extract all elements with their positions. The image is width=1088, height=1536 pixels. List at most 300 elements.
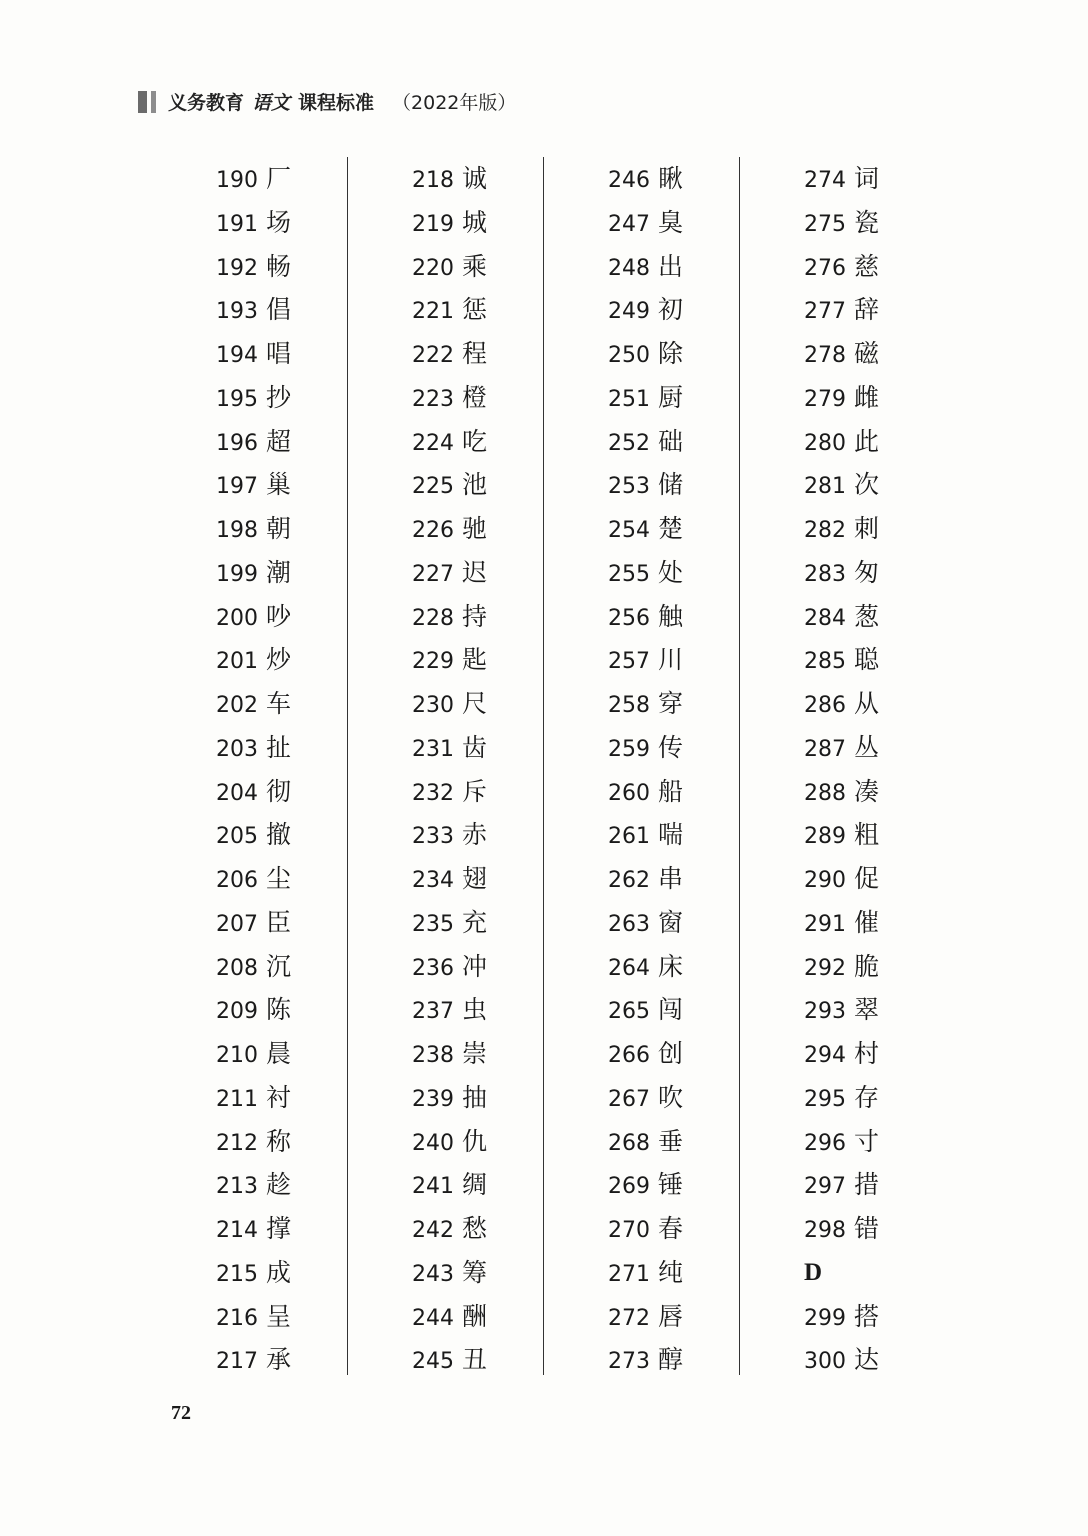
- character-entry: [348, 1120, 543, 1164]
- character-entry: [740, 1338, 935, 1382]
- character-entry: [152, 945, 347, 989]
- character-entry: [152, 1076, 347, 1120]
- character-entry: [348, 1032, 543, 1076]
- entry-character: 倡: [266, 295, 292, 325]
- entry-number: 202: [216, 693, 258, 718]
- character-column-2: [347, 157, 543, 1375]
- character-entry: [740, 901, 935, 945]
- entry-character: 楚: [658, 514, 684, 543]
- entry-number: 238: [412, 1043, 454, 1068]
- character-entry: [152, 332, 347, 376]
- character-entry: [152, 857, 347, 901]
- header-edition: （2022年版）: [392, 92, 517, 114]
- character-entry: [740, 1295, 935, 1339]
- entry-number: 229: [412, 649, 454, 675]
- entry-number: 213: [216, 1174, 258, 1200]
- entry-character: 尺: [462, 689, 488, 718]
- entry-number: 244: [412, 1305, 454, 1331]
- character-entry: [740, 857, 935, 901]
- entry-number: 211: [216, 1086, 258, 1112]
- entry-character: 垂: [658, 1126, 684, 1156]
- entry-number: 297: [804, 1174, 846, 1200]
- entry-character: 瞅: [658, 164, 684, 193]
- character-entry: [544, 463, 739, 507]
- character-entry: [152, 1338, 347, 1382]
- character-entry: [152, 507, 347, 551]
- entry-character: 存: [854, 1082, 880, 1112]
- entry-character: 朝: [266, 514, 292, 543]
- entry-number: 223: [412, 386, 454, 412]
- entry-number: 240: [412, 1130, 454, 1156]
- entry-number: 208: [216, 955, 258, 981]
- entry-character: 初: [658, 295, 684, 325]
- character-entry: [544, 1120, 739, 1164]
- entry-character: 春: [658, 1214, 684, 1243]
- entry-number: 278: [804, 343, 846, 368]
- entry-character: 促: [854, 864, 880, 893]
- entry-number: 252: [608, 430, 650, 456]
- entry-character: 催: [854, 907, 880, 937]
- entry-character: 纯: [658, 1257, 684, 1287]
- entry-character: 创: [658, 1039, 684, 1068]
- character-entry: [348, 638, 543, 682]
- entry-number: 266: [608, 1043, 650, 1068]
- character-entry: [544, 638, 739, 682]
- character-entry: [152, 420, 347, 464]
- character-entry: [544, 1076, 739, 1120]
- character-entry: [348, 857, 543, 901]
- character-entry: [740, 376, 935, 420]
- entry-number: 210: [216, 1043, 258, 1068]
- entry-number: 277: [804, 299, 846, 325]
- character-entry: [740, 638, 935, 682]
- entry-number: 242: [412, 1218, 454, 1243]
- entry-character: 晨: [266, 1039, 292, 1068]
- character-entry: [152, 1295, 347, 1339]
- entry-number: 255: [608, 561, 650, 587]
- entry-number: 295: [804, 1086, 846, 1112]
- entry-character: 吵: [266, 601, 292, 631]
- entry-character: 慈: [854, 251, 880, 281]
- character-entry: [544, 1032, 739, 1076]
- entry-character: 撑: [266, 1214, 292, 1243]
- entry-character: 抄: [266, 382, 292, 412]
- entry-number: 195: [216, 386, 258, 412]
- entry-character: 趁: [266, 1170, 292, 1200]
- entry-character: 匙: [462, 645, 488, 675]
- entry-character: 尘: [266, 864, 292, 893]
- character-entry: [544, 420, 739, 464]
- entry-number: 217: [216, 1349, 258, 1375]
- entry-number: 192: [216, 255, 258, 281]
- entry-character: 厂: [266, 164, 292, 193]
- entry-number: 262: [608, 868, 650, 893]
- entry-character: 次: [854, 470, 880, 500]
- character-entry: [348, 1251, 543, 1295]
- entry-character: 筹: [462, 1257, 488, 1287]
- character-entry: [544, 201, 739, 245]
- entry-number: 270: [608, 1218, 650, 1243]
- entry-number: 193: [216, 299, 258, 325]
- character-entry: [152, 1251, 347, 1295]
- header-title-part2: 语文: [252, 92, 291, 114]
- entry-character: 翅: [462, 864, 488, 893]
- entry-character: 凑: [854, 776, 880, 806]
- character-entry: [544, 157, 739, 201]
- character-entry: [740, 945, 935, 989]
- entry-number: 234: [412, 868, 454, 893]
- entry-number: 246: [608, 168, 650, 193]
- entry-number: 212: [216, 1130, 258, 1156]
- entry-character: 车: [266, 689, 292, 718]
- character-entry: [348, 770, 543, 814]
- entry-character: 橙: [462, 382, 488, 412]
- entry-number: 283: [804, 561, 846, 587]
- entry-character: 斥: [462, 776, 488, 806]
- character-entry: [740, 551, 935, 595]
- character-entry: [740, 463, 935, 507]
- entry-character: 川: [658, 645, 684, 675]
- character-entry: [544, 1295, 739, 1339]
- entry-character: 穿: [658, 689, 684, 718]
- entry-number: 264: [608, 955, 650, 981]
- entry-character: 础: [658, 426, 684, 456]
- entry-character: 唇: [658, 1301, 684, 1331]
- entry-number: 271: [608, 1261, 650, 1287]
- character-entry: [544, 551, 739, 595]
- entry-character: 聪: [854, 645, 880, 675]
- entry-character: 成: [266, 1257, 292, 1287]
- entry-character: 丛: [854, 732, 880, 762]
- character-entry: [740, 245, 935, 289]
- entry-number: 225: [412, 474, 454, 500]
- entry-number: 247: [608, 211, 650, 237]
- entry-number: 300: [804, 1349, 846, 1375]
- entry-character: 粗: [854, 820, 880, 850]
- character-entry: [152, 1032, 347, 1076]
- entry-character: 刺: [854, 514, 880, 543]
- entry-character: 惩: [462, 295, 488, 325]
- entry-character: 寸: [854, 1126, 880, 1156]
- entry-character: 唱: [266, 339, 292, 368]
- entry-number: 256: [608, 605, 650, 631]
- character-entry: [348, 1207, 543, 1251]
- entry-number: 226: [412, 518, 454, 543]
- entry-character: 巢: [266, 470, 292, 500]
- entry-character: 床: [658, 951, 684, 981]
- entry-number: 267: [608, 1086, 650, 1112]
- entry-character: 持: [462, 601, 488, 631]
- entry-character: 厨: [658, 382, 684, 412]
- character-entry: [740, 332, 935, 376]
- entry-number: 251: [608, 386, 650, 412]
- entry-character: 锤: [658, 1170, 684, 1200]
- entry-number: 281: [804, 474, 846, 500]
- entry-character: 达: [854, 1345, 880, 1375]
- character-entry: [152, 463, 347, 507]
- entry-number: 289: [804, 824, 846, 850]
- entry-number: 250: [608, 343, 650, 368]
- entry-character: 臭: [658, 207, 684, 237]
- character-entry: [348, 201, 543, 245]
- entry-number: 206: [216, 868, 258, 893]
- entry-number: 194: [216, 343, 258, 368]
- entry-number: 232: [412, 780, 454, 806]
- entry-character: 撤: [266, 820, 292, 850]
- entry-character: 瓷: [854, 207, 880, 237]
- character-entry: [152, 1163, 347, 1207]
- character-entry: [152, 245, 347, 289]
- character-entry: [152, 813, 347, 857]
- entry-number: 222: [412, 343, 454, 368]
- character-entry: [348, 551, 543, 595]
- entry-number: 265: [608, 999, 650, 1025]
- character-entry: [152, 988, 347, 1032]
- character-entry: [348, 1295, 543, 1339]
- entry-character: 超: [266, 426, 292, 456]
- header-title-part1: 义务教育: [168, 92, 245, 114]
- character-column-3: [543, 157, 739, 1375]
- entry-number: 227: [412, 561, 454, 587]
- entry-character: 词: [854, 164, 880, 193]
- entry-character: 愁: [462, 1214, 488, 1243]
- entry-number: 215: [216, 1261, 258, 1287]
- entry-number: 205: [216, 824, 258, 850]
- entry-character: 衬: [266, 1082, 292, 1112]
- entry-character: 城: [462, 207, 488, 237]
- entry-number: 239: [412, 1086, 454, 1112]
- entry-character: 虫: [462, 995, 488, 1025]
- entry-number: 237: [412, 999, 454, 1025]
- entry-number: 293: [804, 999, 846, 1025]
- character-entry: [152, 901, 347, 945]
- entry-character: 吃: [462, 426, 488, 456]
- entry-character: 喘: [658, 820, 684, 850]
- entry-number: 245: [412, 1349, 454, 1375]
- entry-character: 齿: [462, 732, 488, 762]
- character-entry: [544, 1251, 739, 1295]
- character-entry: [348, 945, 543, 989]
- entry-number: 224: [412, 430, 454, 456]
- entry-character: 脆: [854, 951, 880, 981]
- character-entry: [544, 376, 739, 420]
- entry-character: 扯: [266, 732, 292, 762]
- entry-number: 233: [412, 824, 454, 850]
- character-entry: [152, 726, 347, 770]
- character-entry: [152, 595, 347, 639]
- character-entry: [152, 1207, 347, 1251]
- entry-character: 匆: [854, 557, 880, 587]
- entry-number: 260: [608, 780, 650, 806]
- entry-character: 臣: [266, 907, 292, 937]
- entry-character: 承: [266, 1345, 292, 1375]
- character-entry: [544, 726, 739, 770]
- entry-number: 291: [804, 911, 846, 937]
- entry-number: 249: [608, 299, 650, 325]
- character-entry: [152, 551, 347, 595]
- entry-number: 258: [608, 693, 650, 718]
- entry-number: 285: [804, 649, 846, 675]
- entry-number: 279: [804, 386, 846, 412]
- character-entry: [348, 1076, 543, 1120]
- entry-character: 闯: [658, 995, 684, 1025]
- entry-number: 263: [608, 911, 650, 937]
- header-bar-mark-icon: [138, 91, 156, 113]
- character-entry: [544, 682, 739, 726]
- character-entry: [544, 288, 739, 332]
- entry-character: 迟: [462, 557, 488, 587]
- entry-character: 呈: [266, 1301, 292, 1331]
- entry-number: 221: [412, 299, 454, 325]
- entry-character: 磁: [854, 339, 880, 368]
- entry-number: 257: [608, 649, 650, 675]
- character-list-columns: [152, 157, 935, 1375]
- character-entry: [740, 770, 935, 814]
- entry-character: 储: [658, 470, 684, 500]
- page-number: 72: [171, 1402, 191, 1424]
- character-entry: [740, 726, 935, 770]
- entry-number: 299: [804, 1305, 846, 1331]
- entry-character: 辞: [854, 295, 880, 325]
- character-entry: [544, 595, 739, 639]
- entry-character: 炒: [266, 645, 292, 675]
- character-entry: [544, 1338, 739, 1382]
- entry-character: 吹: [658, 1082, 684, 1112]
- entry-character: 畅: [266, 251, 292, 281]
- entry-character: 处: [658, 557, 684, 587]
- character-entry: [740, 507, 935, 551]
- entry-character: 诚: [462, 164, 488, 193]
- entry-number: 196: [216, 430, 258, 456]
- entry-character: 丑: [462, 1345, 488, 1375]
- entry-character: 彻: [266, 776, 292, 806]
- character-entry: [740, 813, 935, 857]
- character-entry: [740, 1076, 935, 1120]
- character-entry: [348, 157, 543, 201]
- character-entry: [152, 770, 347, 814]
- character-entry: [544, 901, 739, 945]
- entry-character: 除: [658, 339, 684, 368]
- entry-number: 209: [216, 999, 258, 1025]
- entry-number: 254: [608, 518, 650, 543]
- entry-number: 282: [804, 518, 846, 543]
- entry-number: 274: [804, 168, 846, 193]
- entry-number: 269: [608, 1174, 650, 1200]
- entry-character: 称: [266, 1126, 292, 1156]
- character-entry: [348, 420, 543, 464]
- entry-character: 醇: [658, 1345, 684, 1375]
- entry-number: 218: [412, 168, 454, 193]
- section-letter: D: [804, 1258, 823, 1286]
- entry-character: 抽: [462, 1082, 488, 1112]
- entry-number: 284: [804, 605, 846, 631]
- entry-number: 228: [412, 605, 454, 631]
- character-entry: [152, 1120, 347, 1164]
- entry-number: 292: [804, 955, 846, 981]
- character-entry: [348, 1163, 543, 1207]
- entry-number: 296: [804, 1130, 846, 1156]
- entry-number: 203: [216, 736, 258, 762]
- character-entry: [740, 201, 935, 245]
- character-entry: [544, 857, 739, 901]
- character-entry: [348, 332, 543, 376]
- entry-character: 船: [658, 776, 684, 806]
- character-entry: [348, 988, 543, 1032]
- character-entry: [740, 288, 935, 332]
- character-entry: [348, 288, 543, 332]
- character-entry: [544, 813, 739, 857]
- entry-number: 197: [216, 474, 258, 500]
- entry-character: 传: [658, 732, 684, 762]
- character-entry: [544, 507, 739, 551]
- entry-character: 场: [266, 207, 292, 237]
- entry-character: 潮: [266, 557, 292, 587]
- entry-character: 雌: [854, 382, 880, 412]
- entry-number: 268: [608, 1130, 650, 1156]
- entry-character: 崇: [462, 1039, 488, 1068]
- entry-character: 绸: [462, 1170, 488, 1200]
- character-entry: [544, 945, 739, 989]
- character-entry: [152, 638, 347, 682]
- entry-number: 190: [216, 168, 258, 193]
- character-entry: [740, 1207, 935, 1251]
- character-entry: [348, 595, 543, 639]
- entry-number: 230: [412, 693, 454, 718]
- entry-number: 216: [216, 1305, 258, 1331]
- entry-number: 200: [216, 605, 258, 631]
- entry-number: 201: [216, 649, 258, 675]
- entry-number: 235: [412, 911, 454, 937]
- entry-character: 翠: [854, 995, 880, 1025]
- character-column-1: [152, 157, 347, 1375]
- entry-character: 葱: [854, 601, 880, 631]
- running-header: [138, 88, 516, 115]
- entry-character: 沉: [266, 951, 292, 981]
- character-entry: [740, 988, 935, 1032]
- entry-number: 204: [216, 780, 258, 806]
- entry-number: 248: [608, 255, 650, 281]
- entry-character: 错: [854, 1214, 880, 1243]
- character-entry: [348, 463, 543, 507]
- entry-number: 288: [804, 780, 846, 806]
- character-entry: [740, 1032, 935, 1076]
- character-entry: [544, 1207, 739, 1251]
- entry-character: 仇: [462, 1126, 488, 1156]
- entry-number: 241: [412, 1174, 454, 1200]
- entry-character: 串: [658, 864, 684, 893]
- character-entry: [152, 201, 347, 245]
- entry-number: 198: [216, 518, 258, 543]
- entry-number: 236: [412, 955, 454, 981]
- character-entry: [740, 682, 935, 726]
- character-entry: [152, 376, 347, 420]
- entry-character: 窗: [658, 907, 684, 937]
- entry-character: 此: [854, 426, 880, 456]
- entry-number: 287: [804, 736, 846, 762]
- character-entry: [348, 682, 543, 726]
- character-entry: [544, 770, 739, 814]
- entry-character: 池: [462, 470, 488, 500]
- character-entry: [740, 1163, 935, 1207]
- character-entry: [544, 245, 739, 289]
- entry-number: 259: [608, 736, 650, 762]
- entry-character: 充: [462, 907, 488, 937]
- entry-character: 出: [658, 251, 684, 281]
- entry-number: 280: [804, 430, 846, 456]
- entry-character: 赤: [462, 820, 488, 850]
- entry-number: 214: [216, 1218, 258, 1243]
- entry-character: 程: [462, 339, 488, 368]
